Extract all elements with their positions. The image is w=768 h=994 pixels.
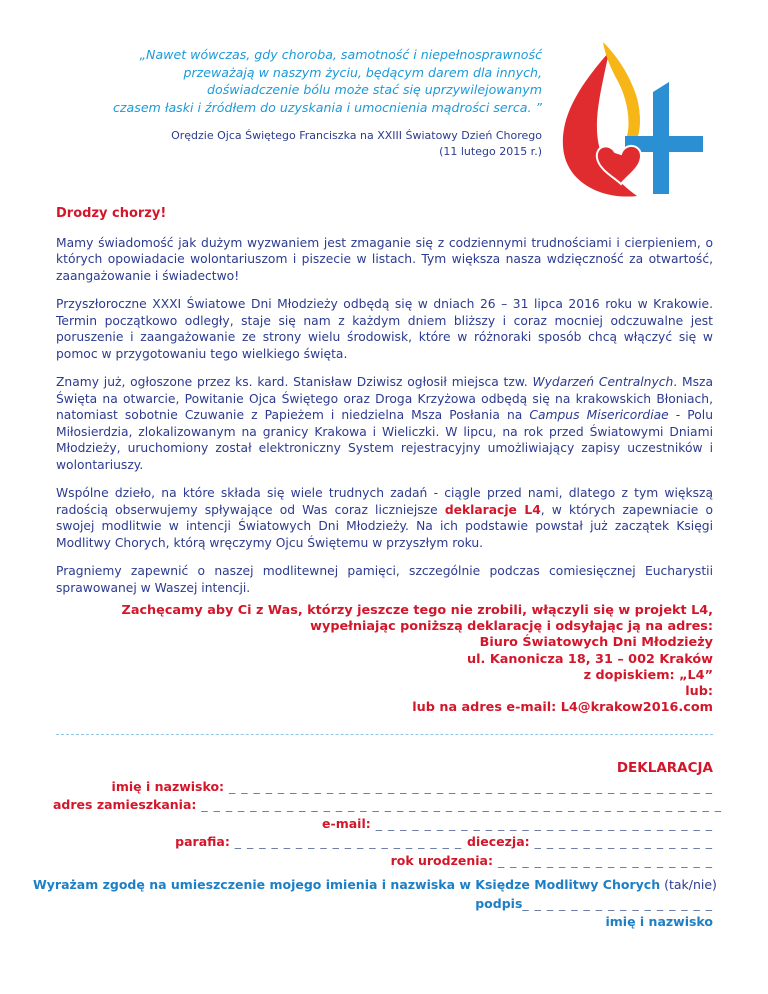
cta-email-line: lub na adres e-mail: L4@krakow2016.com — [412, 700, 713, 716]
declaration-form — [53, 759, 723, 871]
cta-line: ul. Kanonicza 18, 31 – 002 Kraków — [467, 651, 713, 667]
logo-yellow-stroke — [603, 42, 640, 140]
greeting: Drodzy chorzy! — [56, 206, 167, 221]
signature-field[interactable]: podpis_ _ _ _ _ _ _ _ _ _ _ _ _ _ _ _ — [475, 895, 713, 911]
consent-statement[interactable]: Wyrażam zgodę na umieszczenie mojego imienia i nazwiska w Księdze Modlitwy Chorych (tak/nie) — [33, 877, 717, 892]
email-field[interactable]: e-mail: _ _ _ _ _ _ _ _ _ _ _ _ _ _ _ _ _ _ _ _ _ _ _ _ _ _ _ _ — [322, 815, 713, 831]
cta-line: z dopiskiem: „L4” — [583, 667, 713, 683]
declaration-title: DEKLARACJA — [616, 760, 713, 776]
cta-line: lub: — [685, 684, 713, 700]
quote-source-line: Orędzie Ojca Świętego Franciszka na XXIII Światowy Dzień Chorego — [171, 129, 542, 142]
quote-line: przeważają w naszym życiu, będącym darem dla innych, — [183, 64, 542, 80]
address-field[interactable]: adres zamieszkania: _ _ _ _ _ _ _ _ _ _ _ _ _ _ _ _ _ _ _ _ _ _ _ _ _ _ _ _ _ _ _ _ _ _ _ _ _ _ _ _ _ _ _ — [53, 797, 723, 813]
cta-line: Biuro Światowych Dni Młodzieży — [479, 635, 713, 651]
cut-line — [56, 734, 713, 735]
quote-source — [120, 128, 542, 159]
cta-line: wypełniając poniższą deklarację i odsyłając ją na adres: — [310, 619, 713, 635]
call-to-action — [93, 603, 713, 716]
letter-body — [56, 206, 713, 608]
parish-diocese-field[interactable]: parafia: _ _ _ _ _ _ _ _ _ _ _ _ _ _ _ _ _ _ _ diecezja: _ _ _ _ _ _ _ _ _ _ _ _ _ _ _ — [175, 834, 713, 850]
emphasis-central-events: Wydarzeń Centralnych — [532, 375, 674, 389]
emphasis-declaration: deklaracje L4 — [444, 502, 541, 517]
signature-name-label: imię i nazwisko — [605, 914, 713, 930]
paragraph-3: Znamy już, ogłoszone przez ks. kard. Stanisław Dziwisz ogłosił miejsca tzw. Wydarzeń Centralnych. Msza Święta na otwarcie, Powitanie Ojca Świętego oraz Droga Krzyżowa odbędą się na krakowskich Błoniach, natomiast sobotnie Czuwanie z Papieżem i niedzielna Msza Posłania na Campus Misericordiae - Polu Miłosierdzia, zlokalizowanym na granicy Krakowa i Wieliczki. W lipcu, na rok przed Światowymi Dniami Młodzieży, uruchomiony został elektroniczny System rejestracyjny umożliwiający zapisy uczestników i wolontariuszy. — [56, 375, 713, 472]
quote-line: doświadczenie bólu może stać się uprzywilejowanym — [207, 82, 542, 98]
quote — [110, 46, 542, 116]
quote-source-date: (11 lutego 2015 r.) — [439, 144, 542, 158]
l4-logo-icon — [555, 34, 715, 204]
cta-line: Zachęcamy aby Ci z Was, którzy jeszcze tego nie zrobili, włączyli się w projekt L4, — [121, 603, 713, 618]
paragraph-2: Przyszłoroczne XXXI Światowe Dni Młodzieży odbędą się w dniach 26 – 31 lipca 2016 roku w Krakowie. Termin początkowo odległy, staje się nam z każdym dniem bliższy i coraz mocniej odczuwalne jest poruszenie i zaangażowanie ze strony wielu środowisk, które w różnoraki sposób chcą włączyć się w pomoc w przygotowaniu tego wielkiego święta. — [56, 297, 713, 361]
quote-line: „Nawet wówczas, gdy choroba, samotność i niepełnosprawność — [139, 47, 542, 62]
consent-section — [33, 876, 717, 932]
paragraph-4: Wspólne dzieło, na które składa się wiele trudnych zadań - ciągle przed nami, dlatego z tym większą radością obserwujemy spływające od Was coraz liczniejsze deklaracje L4, w których zapewniacie o swojej modlitwie w intencji Światowych Dni Młodzieży. Na ich podstawie powstał już zaczątek Księgi Modlitwy Chorych, którą wręczymy Ojcu Świętemu w przyszłym roku. — [56, 486, 713, 550]
quote-line: czasem łaski i źródłem do uzyskania i umocnienia mądrości serca. ” — [113, 99, 542, 115]
emphasis-campus: Campus Misericordiae — [529, 408, 669, 422]
birth-year-field[interactable]: rok urodzenia: _ _ _ _ _ _ _ _ _ _ _ _ _ _ _ _ _ _ — [390, 852, 713, 868]
paragraph-5: Pragniemy zapewnić o naszej modlitewnej pamięci, szczególnie podczas comiesięcznej Eucharystii sprawowanej w Waszej intencji. — [56, 564, 713, 595]
name-field[interactable]: imię i nazwisko: _ _ _ _ _ _ _ _ _ _ _ _ _ _ _ _ _ _ _ _ _ _ _ _ _ _ _ _ _ _ _ _ _ _ _ _ _ _ _ _ — [111, 778, 713, 794]
paragraph-1: Mamy świadomość jak dużym wyzwaniem jest zmaganie się z codziennymi trudnościami i cierpieniem, o których opowiadacie wolontariuszom i piszecie w listach. Tym większa nasza wdzięczność za otwartość, zaangażowanie i świadectwo! — [56, 235, 713, 283]
